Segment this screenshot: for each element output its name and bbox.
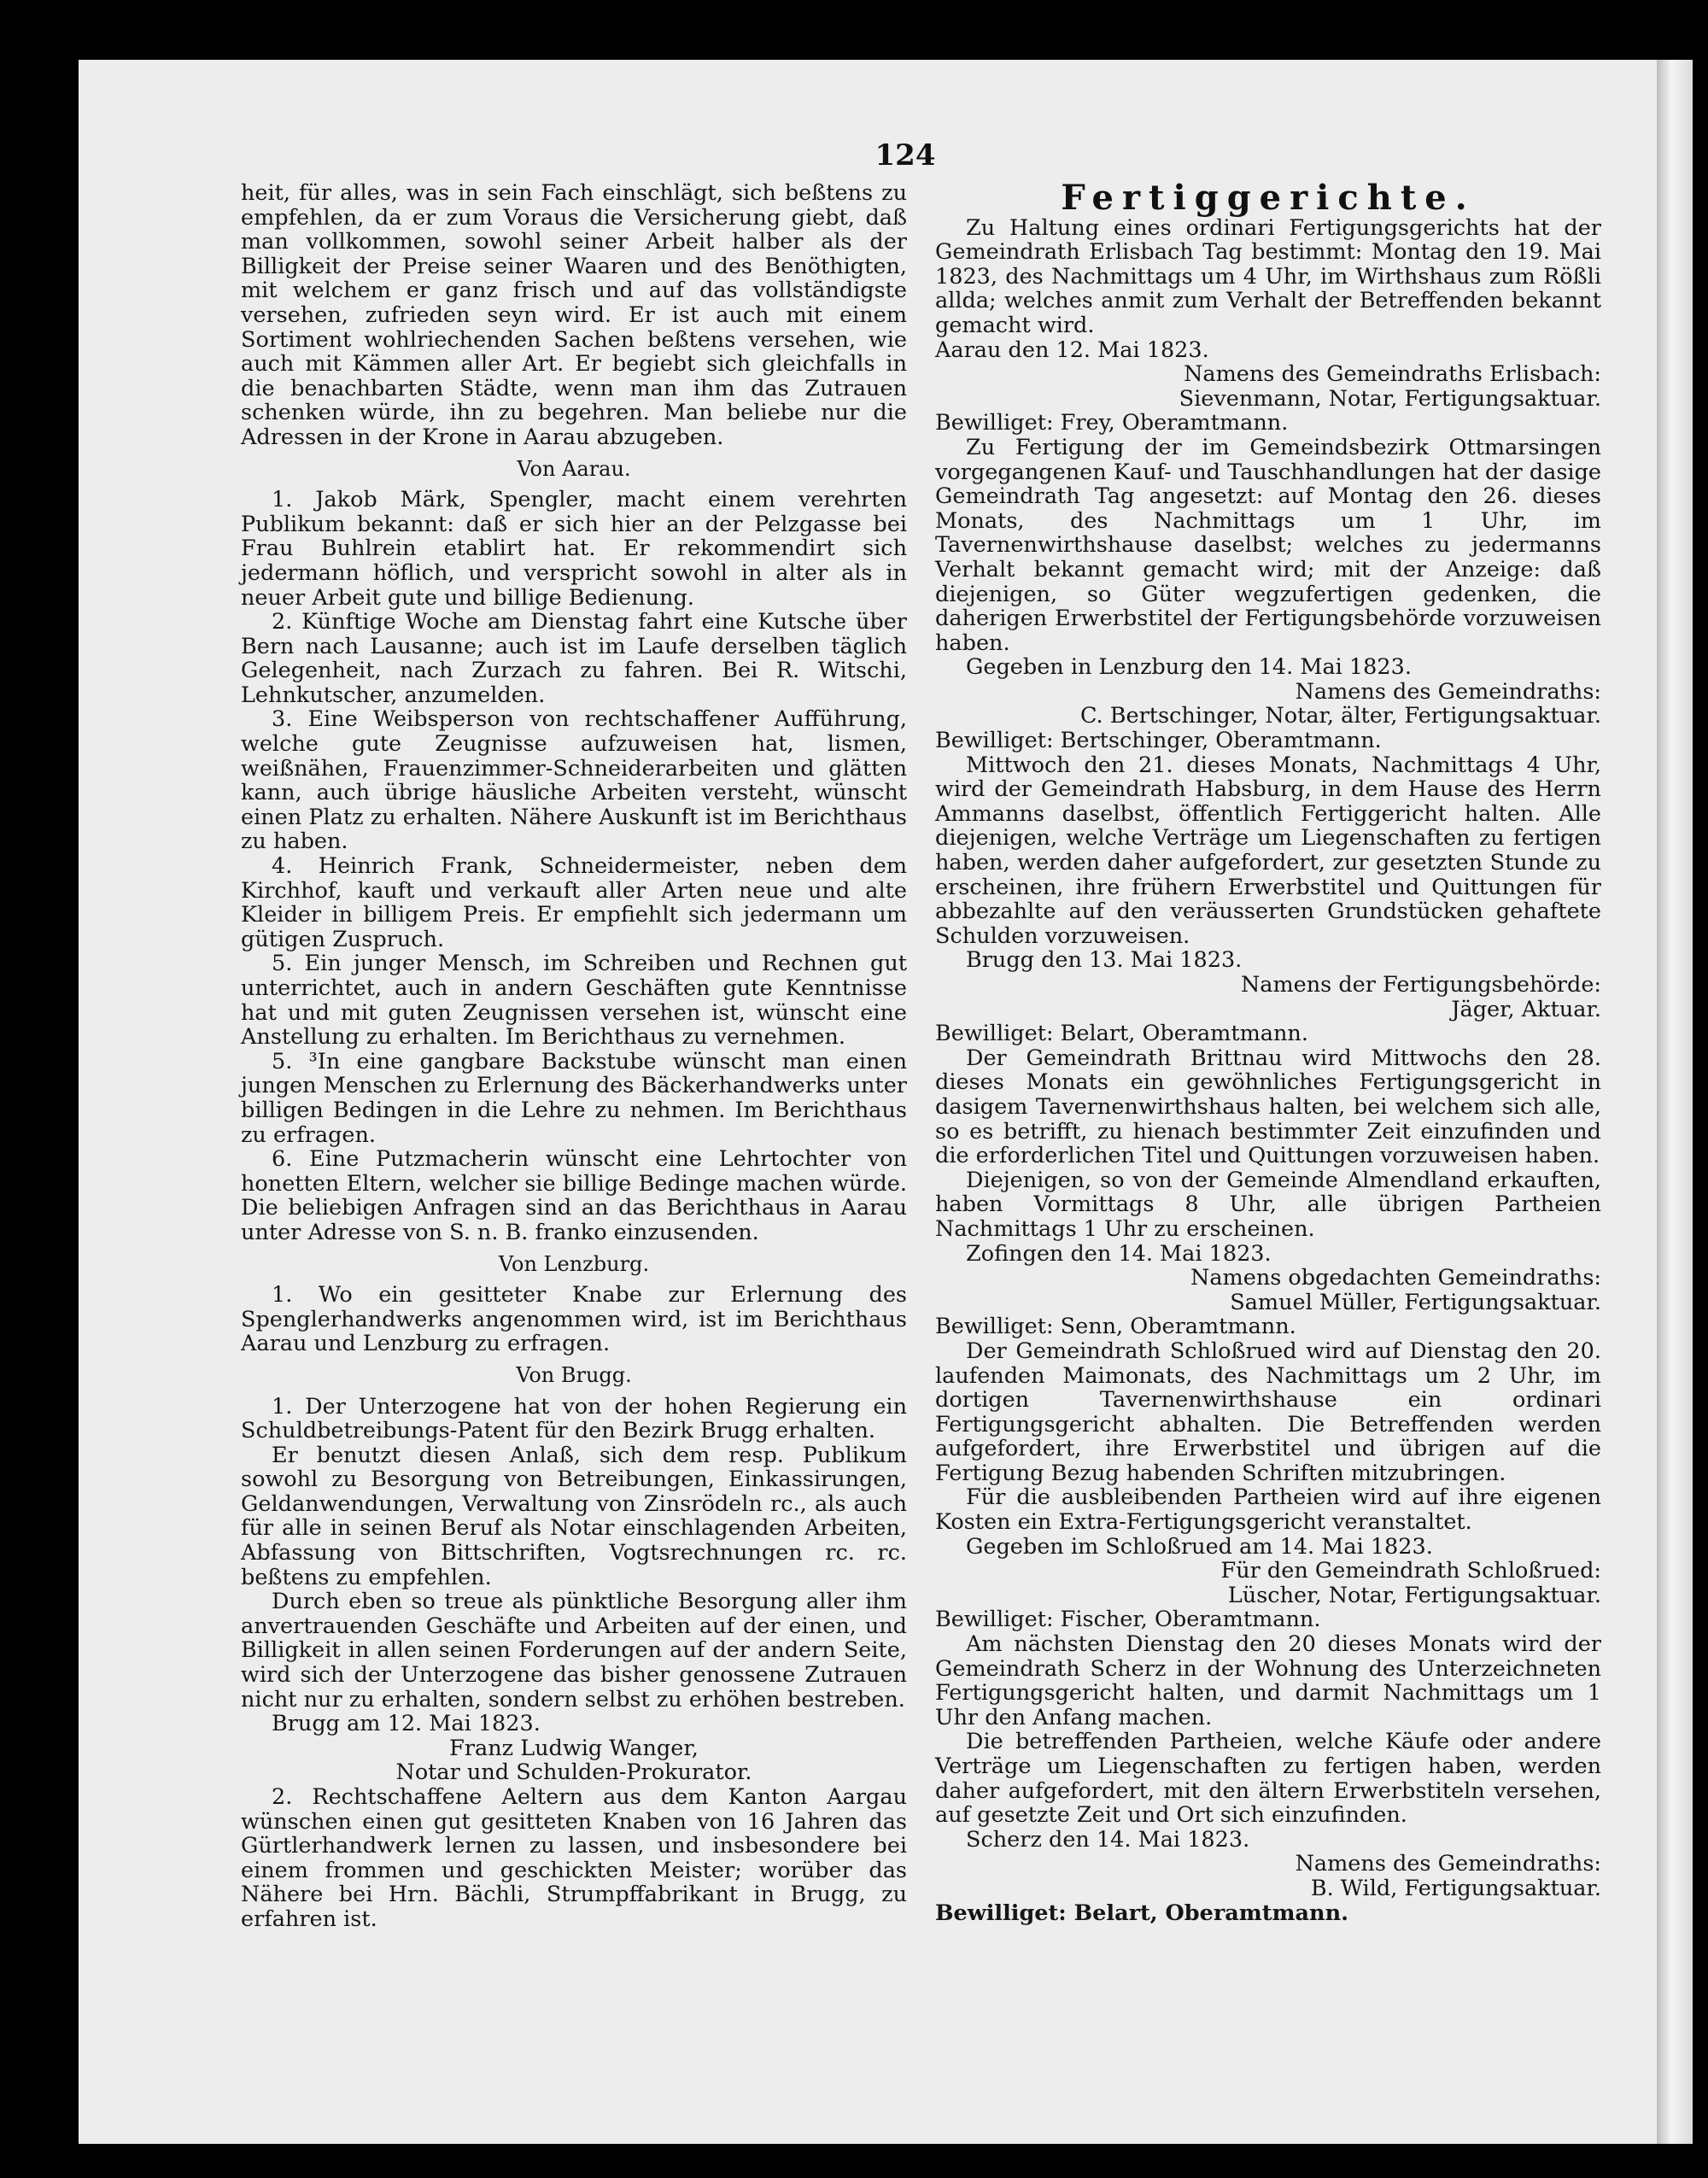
left-column-paragraph: 2. Künftige Woche am Dienstag fahrt eine Kutsche über Bern nach Lausanne; auch ist im Laufe derselben täglich Gelegenheit, nach Zurzach zu fahren. Bei R. Witschi, Lehnkutscher, anzumelden.: [241, 609, 907, 708]
left-column-paragraph: Brugg am 12. Mai 1823.: [272, 1711, 541, 1737]
left-column-paragraph: Von Brugg.: [516, 1362, 632, 1387]
right-column-paragraph: Namens der Fertigungsbehörde:: [1240, 972, 1601, 998]
left-column-paragraph: Von Aarau.: [517, 456, 631, 481]
right-column-paragraph: Für die ausbleibenden Partheien wird auf ihre eigenen Kosten ein Extra-Fertigungsgericht veranstaltet.: [935, 1484, 1601, 1536]
left-column-paragraph: 6. Eine Putzmacherin wünscht eine Lehrtochter von honetten Eltern, welcher sie billige Bedinge machen würde. Die beliebigen Anfragen sind an das Berichthaus in Aarau unter Adresse von S. n. B. franko einzusenden.: [241, 1146, 907, 1245]
right-column-paragraph: Am nächsten Dienstag den 20 dieses Monats wird der Gemeindrath Scherz in der Wohnung des Unterzeichneten Fertigungsgericht halten, und darmit Nachmittags um 1 Uhr den Anfang machen.: [935, 1631, 1601, 1730]
page-number: 124: [874, 138, 936, 173]
left-column-paragraph: Franz Ludwig Wanger,: [449, 1735, 699, 1761]
right-column-body: [935, 216, 1601, 1926]
right-column-paragraph: Zu Fertigung der im Gemeindsbezirk Ottmarsingen vorgegangenen Kauf- und Tauschhandlungen hat der dasige Gemeindrath Tag angesetzt: auf Montag den 26. dieses Monats, des Nachmittags um 1 Uhr, im Tavernenwirthshause daselbst; welches zu jedermanns Verhalt bekannt gemacht wird; mit der Anzeige: daß diejenigen, so Güter wegzufertigen gedenken, die daherigen Erwerbstitel der Fertigungsbehörde vorzuweisen haben.: [935, 434, 1601, 656]
right-column-paragraph: Namens des Gemeindraths:: [1295, 678, 1601, 705]
left-column-paragraph: Er benutzt diesen Anlaß, sich dem resp. Publikum sowohl zu Besorgung von Betreibungen, Einkassirungen, Geldanwendungen, Verwaltung von Zinsrödeln rc., als auch für alle in seinen Beruf als Notar einschlagenden Arbeiten, Abfassung von Bittschriften, Vogtsrechnungen rc. rc. beßtens zu empfehlen.: [241, 1442, 907, 1590]
right-column: [935, 178, 1601, 1926]
left-column-paragraph: 5. ³In eine gangbare Backstube wünscht man einen jungen Menschen zu Erlernung des Bäckerhandwerks unter billigen Bedingen in die Lehre zu nehmen. Im Berichthaus zu erfragen.: [241, 1048, 907, 1148]
left-column-paragraph: 1. Jakob Märk, Spengler, macht einem verehrten Publikum bekannt: daß er sich hier an der Pelzgasse bei Frau Buhlrein etablirt hat. Er rekommendirt sich jedermann höflich, und verspricht sowohl in alter als in neuer Arbeit gute und billige Bedienung.: [241, 487, 907, 611]
right-column-paragraph: Samuel Müller, Fertigungsaktuar.: [1230, 1289, 1601, 1315]
left-column-paragraph: 1. Der Unterzogene hat von der hohen Regierung ein Schuldbetreibungs-Patent für den Bezirk Brugg erhalten.: [241, 1393, 907, 1444]
right-column-paragraph: Diejenigen, so von der Gemeinde Almendland erkauften, haben Vormittags 8 Uhr, alle übrigen Partheien Nachmittags 1 Uhr zu erscheinen.: [935, 1167, 1601, 1242]
left-column-paragraph: 1. Wo ein gesitteter Knabe zur Erlernung des Spenglerhandwerks angenommen wird, ist im Berichthaus Aarau und Lenzburg zu erfragen.: [241, 1282, 907, 1357]
right-column-paragraph: Namens des Gemeindraths:: [1295, 1851, 1601, 1877]
right-column-paragraph: Lüscher, Notar, Fertigungsaktuar.: [1227, 1582, 1601, 1608]
right-column-paragraph: Namens obgedachten Gemeindraths:: [1190, 1265, 1601, 1291]
right-column-paragraph: Sievenmann, Notar, Fertigungsaktuar.: [1179, 385, 1601, 412]
left-column-paragraph: Notar und Schulden-Prokurator.: [395, 1759, 752, 1786]
right-column-paragraph: Für den Gemeindrath Schloßrued:: [1220, 1558, 1601, 1584]
left-column-paragraph: Durch eben so treue als pünktliche Besorgung aller ihm anvertrauenden Geschäfte und Arbeiten auf der einen, und Billigkeit in allen seinen Forderungen auf der andern Seite, wird sich der Unterzogene das bisher genossene Zutrauen nicht nur zu erhalten, sondern selbst zu erhöhen bestreben.: [241, 1589, 907, 1713]
right-column-paragraph: Bewilliget: Belart, Oberamtmann.: [935, 1021, 1308, 1047]
left-column-paragraph: heit, für alles, was in sein Fach einschlägt, sich beßtens zu empfehlen, da er zum Voraus die Versicherung giebt, daß man vollkommen, sowohl seiner Arbeit halber als der Billigkeit der Preise seiner Waaren und des Benöthigten, mit welchem er ganz frisch und auf das vollständigste versehen, zufrieden seyn wird. Er ist auch mit einem Sortiment wohlriechenden Sachen beßtens versehen, wie auch mit Kämmen aller Art. Er begiebt sich gleichfalls in die benachbarten Städte, wenn man ihm das Zutrauen schenken würde, ihn zu begehren. Man beliebe nur die Adressen in der Krone in Aarau abzugeben.: [241, 180, 907, 450]
right-column-paragraph: B. Wild, Fertigungsaktuar.: [1310, 1875, 1601, 1901]
left-column-paragraph: 2. Rechtschaffene Aeltern aus dem Kanton Aargau wünschen einen gut gesitteten Knaben von 16 Jahren das Gürtlerhandwerk lernen zu lassen, und insbesondere bei einem frommen und geschickten Meister; worüber das Nähere bei Hrn. Bächli, Strumpffabrikant in Brugg, zu erfahren ist.: [241, 1784, 907, 1932]
right-column-paragraph: Brugg den 13. Mai 1823.: [966, 947, 1243, 974]
left-column-paragraph: 5. Ein junger Mensch, im Schreiben und Rechnen gut unterrichtet, auch in andern Geschäften gute Kenntnisse hat und mit guten Zeugnissen versehen ist, wünscht eine Anstellung zu erhalten. Im Berichthaus zu vernehmen.: [241, 951, 907, 1051]
right-column-paragraph: Zofingen den 14. Mai 1823.: [966, 1240, 1272, 1267]
right-column-paragraph: Der Gemeindrath Brittnau wird Mittwochs den 28. dieses Monats ein gewöhnliches Fertigungsgericht in dasigem Tavernenwirthshaus halten, bei welchem sich alle, so es betrifft, zu hienach bestimmter Zeit einzufinden und die erforderlichen Titel und Quittungen vorzuweisen haben.: [935, 1045, 1601, 1169]
right-column-paragraph: Bewilliget: Senn, Oberamtmann.: [935, 1314, 1296, 1340]
right-column-paragraph: Jäger, Aktuar.: [1451, 996, 1601, 1022]
left-column-paragraph: 3. Eine Weibsperson von rechtschaffener Aufführung, welche gute Zeugnisse aufzuweisen hat, lismen, weißnähen, Frauenzimmer-Schneiderarbeiten und glätten kann, auch übrige häusliche Arbeiten versteht, wünscht einen Platz zu erhalten. Nähere Auskunft ist im Berichthaus zu haben.: [241, 706, 907, 855]
right-column-paragraph: Der Gemeindrath Schloßrued wird auf Dienstag den 20. laufenden Maimonats, des Nachmittags um 2 Uhr, im dortigen Tavernenwirthshause ein ordinari Fertigungsgericht abhalten. Die Betreffenden werden aufgefordert, ihre Erwerbstitel und übrigen auf die Fertigung Bezug habenden Schriften mitzubringen.: [935, 1338, 1601, 1486]
section-heading: Fertiggerichte.: [1061, 178, 1476, 218]
right-column-paragraph: Bewilliget: Bertschinger, Oberamtmann.: [935, 728, 1382, 754]
right-column-paragraph: C. Bertschinger, Notar, älter, Fertigungsaktuar.: [1079, 703, 1601, 729]
left-column-paragraph: Von Lenzburg.: [498, 1251, 650, 1276]
right-column-paragraph: Bewilliget: Frey, Oberamtmann.: [935, 410, 1289, 436]
right-column-paragraph: Zu Haltung eines ordinari Fertigungsgerichts hat der Gemeindrath Erlisbach Tag bestimmt: Montag den 19. Mai 1823, des Nachmittags um 4 Uhr, im Wirthshaus zum Rößli allda; welches anmit zum Verhalt der Betreffenden bekannt gemacht wird.: [935, 214, 1601, 338]
right-column-paragraph: Mittwoch den 21. dieses Monats, Nachmittags 4 Uhr, wird der Gemeindrath Habsburg, in dem Hause des Herrn Ammanns daselbst, öffentlich Fertiggericht halten. Alle diejenigen, welche Verträge um Liegenschaften zu fertigen haben, werden daher aufgefordert, zur gesetzten Stunde zu erscheinen, ihre frühern Erwerbstitel und Quittungen für abbezahlte auf den veräusserten Grundstücken gehaftete Schulden vorzuweisen.: [935, 752, 1601, 949]
right-column-paragraph: Die betreffenden Partheien, welche Käufe oder andere Verträge um Liegenschaften zu fertigen haben, werden daher aufgefordert, mit den ältern Erwerbstiteln versehen, auf gesetzte Zeit und Ort sich einzufinden.: [935, 1729, 1601, 1829]
right-column-paragraph: Bewilliget: Fischer, Oberamtmann.: [935, 1607, 1321, 1633]
right-column-paragraph: Gegeben im Schloßrued am 14. Mai 1823.: [966, 1533, 1433, 1560]
right-column-paragraph: Gegeben in Lenzburg den 14. Mai 1823.: [966, 654, 1412, 681]
page-edge: [1657, 60, 1693, 2144]
right-column-paragraph: Aarau den 12. Mai 1823.: [935, 337, 1209, 363]
left-column-paragraph: 4. Heinrich Frank, Schneidermeister, neben dem Kirchhof, kauft und verkauft aller Arten neue und alte Kleider in billigem Preis. Er empfiehlt sich jedermann um gütigen Zuspruch.: [241, 853, 907, 952]
right-column-paragraph: Namens des Gemeindraths Erlisbach:: [1184, 361, 1601, 388]
right-column-paragraph: Bewilliget: Belart, Oberamtmann.: [935, 1900, 1349, 1926]
left-column: [241, 181, 907, 1932]
right-column-paragraph: Scherz den 14. Mai 1823.: [966, 1826, 1250, 1853]
